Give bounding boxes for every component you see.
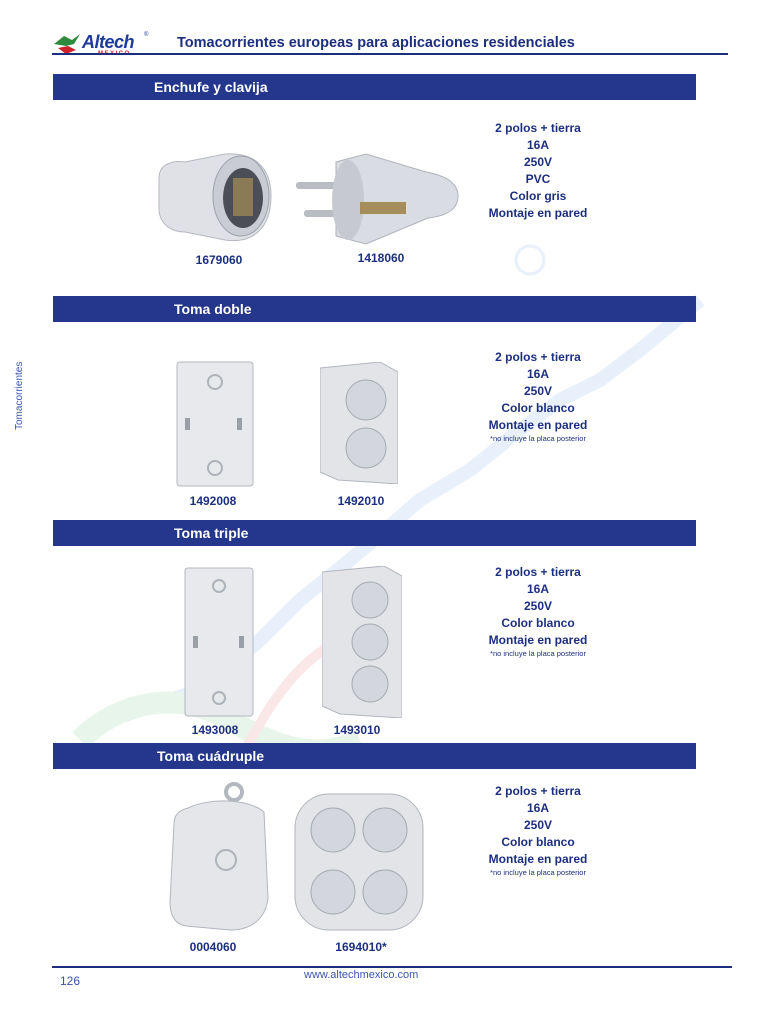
section-bar-toma-triple <box>53 520 696 546</box>
quad-socket-image <box>293 792 425 932</box>
section-title: Toma cuádruple <box>157 748 265 764</box>
socket-plug-image <box>155 148 273 248</box>
spec-line: Montaje en pared <box>488 206 588 220</box>
page-number: 126 <box>60 974 81 988</box>
product-code: 0004060 <box>189 940 237 954</box>
spec-line: Color blanco <box>501 401 575 415</box>
section-bar-toma-cuadruple <box>53 743 696 769</box>
spec-line: Color gris <box>509 189 567 203</box>
spec-line: PVC <box>525 172 551 186</box>
spec-line: Montaje en pared <box>488 418 588 432</box>
product-code: 1694010* <box>335 940 387 954</box>
spec-line: 2 polos + tierra <box>495 121 581 135</box>
section-bar-enchufe <box>53 74 696 100</box>
specs-list <box>453 120 623 222</box>
page-title: Tomacorrientes europeas para aplicaciones residenciales <box>177 35 575 51</box>
product-code: 1679060 <box>195 253 243 267</box>
section-title: Toma doble <box>174 301 252 317</box>
spec-line: 250V <box>523 384 553 398</box>
spec-line: Color blanco <box>501 835 575 849</box>
spec-line: 250V <box>523 818 553 832</box>
section-bar-toma-doble <box>53 296 696 322</box>
side-tab-label: Tomacorrientes <box>14 361 25 430</box>
spec-line: 2 polos + tierra <box>495 350 581 364</box>
product-code: 1418060 <box>357 251 405 265</box>
spec-line: 16A <box>526 367 549 381</box>
spec-line: 16A <box>526 582 549 596</box>
product-code: 1493008 <box>191 723 239 737</box>
male-plug-image <box>296 150 461 248</box>
spec-note: *no incluye la placa posterior <box>490 868 586 877</box>
spec-note: *no incluye la placa posterior <box>490 649 586 658</box>
registered-mark: ® <box>144 32 149 38</box>
spec-line: 2 polos + tierra <box>495 565 581 579</box>
header-divider <box>52 53 728 55</box>
triple-socket-image <box>322 566 402 718</box>
spec-line: 16A <box>526 138 549 152</box>
altech-logo <box>52 30 162 64</box>
spec-line: 250V <box>523 155 553 169</box>
double-socket-image <box>320 362 398 484</box>
spec-note: *no incluye la placa posterior <box>490 434 586 443</box>
footer-divider <box>52 966 732 968</box>
double-back-plate-image <box>175 360 255 488</box>
section-title: Toma triple <box>174 525 249 541</box>
spec-line: 16A <box>526 801 549 815</box>
website-link[interactable]: www.altechmexico.com <box>304 969 419 981</box>
spec-line: 2 polos + tierra <box>495 784 581 798</box>
logo-text: Altech <box>82 32 135 52</box>
spec-line: Montaje en pared <box>488 852 588 866</box>
eagle-icon <box>52 30 82 62</box>
spec-line: 250V <box>523 599 553 613</box>
specs-list <box>453 564 623 658</box>
spec-line: Montaje en pared <box>488 633 588 647</box>
section-title: Enchufe y clavija <box>154 79 268 95</box>
spec-line: Color blanco <box>501 616 575 630</box>
specs-list <box>453 349 623 443</box>
specs-list <box>453 783 623 877</box>
triple-back-plate-image <box>183 566 255 718</box>
product-code: 1492010 <box>337 494 385 508</box>
product-code: 1493010 <box>333 723 381 737</box>
quad-back-plate-image <box>168 778 272 934</box>
product-code: 1492008 <box>189 494 237 508</box>
